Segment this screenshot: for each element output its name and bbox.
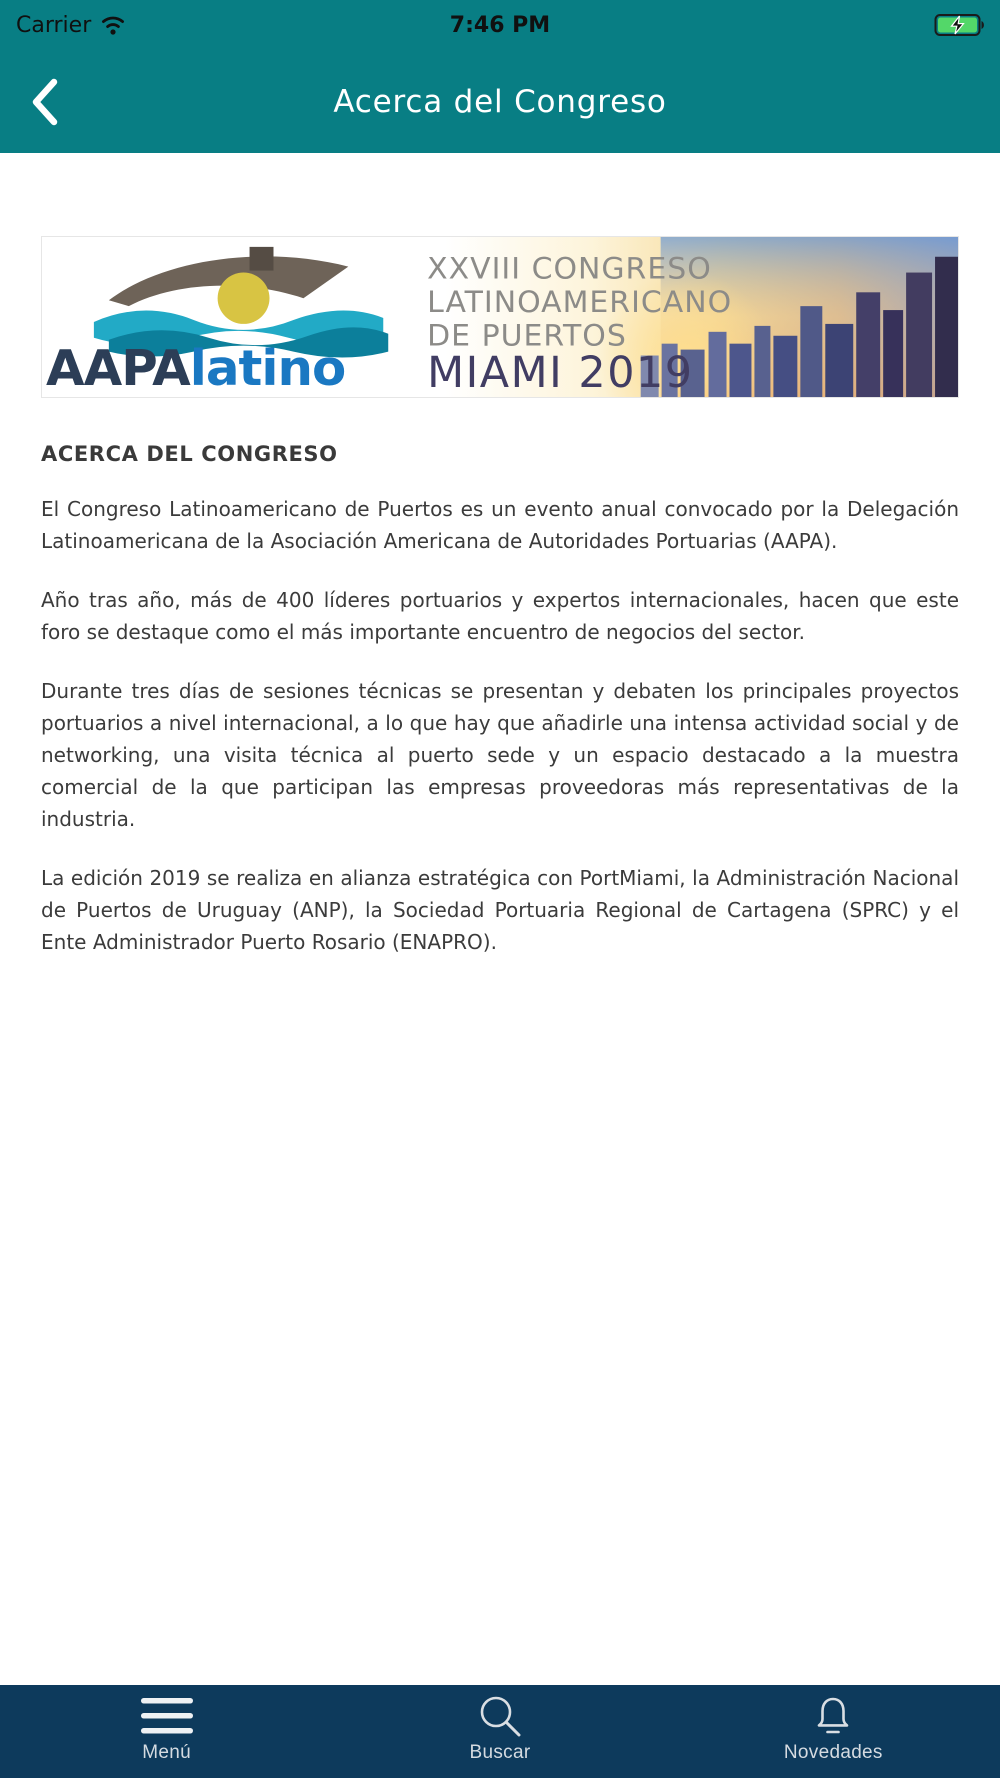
tab-bar	[0, 1685, 1000, 1778]
paragraph-4: La edición 2019 se realiza en alianza estratégica con PortMiami, la Administración Nacional de Puertos de Uruguay (ANP), la Sociedad Portuaria Regional de Cartagena (SPRC) y el Ente Administrador Puerto Rosario (ENAPRO).	[41, 866, 959, 954]
paragraph-1: El Congreso Latinoamericano de Puertos es un evento anual convocado por la Delegación Latinoamericana de la Asociación Americana de Autoridades Portuarias (AAPA).	[41, 497, 959, 553]
status-time: 7:46 PM	[449, 12, 551, 38]
menu-icon	[141, 1694, 193, 1738]
tab-search-label: Buscar	[469, 1742, 531, 1763]
logo-wordmark: AAPAlatino	[45, 339, 346, 397]
content-scroll[interactable]	[0, 153, 1000, 1685]
page-title: Acerca del Congreso	[333, 83, 667, 120]
section-heading: ACERCA DEL CONGRESO	[41, 442, 338, 466]
banner-line4: MIAMI 2019	[427, 348, 694, 397]
tab-search[interactable]	[333, 1685, 666, 1778]
paragraph-2: Año tras año, más de 400 líderes portuarios y expertos internacionales, hacen que este foro se destaque como el más importante encuentro de negocios del sector.	[41, 588, 959, 644]
banner-line1: XXVIII CONGRESO	[427, 251, 712, 287]
bell-icon	[812, 1694, 854, 1738]
back-button[interactable]	[10, 50, 80, 153]
tab-news[interactable]	[667, 1685, 1000, 1778]
congress-banner-graphic	[42, 237, 958, 397]
back-chevron-icon	[31, 78, 59, 126]
tab-news-label: Novedades	[783, 1742, 883, 1763]
carrier-label: Carrier	[16, 12, 92, 38]
status-bar	[0, 0, 1000, 50]
tab-menu-label: Menú	[142, 1742, 192, 1763]
search-icon	[477, 1694, 523, 1738]
banner-line3: DE PUERTOS	[427, 318, 627, 354]
nav-bar	[0, 50, 1000, 153]
congress-banner	[41, 236, 959, 398]
tab-menu[interactable]	[0, 1685, 333, 1778]
paragraph-3: Durante tres días de sesiones técnicas se presentan y debaten los principales proyectos portuarios a nivel internacional, a lo que hay que añadirle una intensa actividad social y de networking, una visita técnica al puerto sede y un espacio destacado a la muestra comercial de la que participan las empresas proveedoras más representativas de la industria.	[41, 679, 959, 831]
banner-line2: LATINOAMERICANO	[427, 285, 733, 321]
